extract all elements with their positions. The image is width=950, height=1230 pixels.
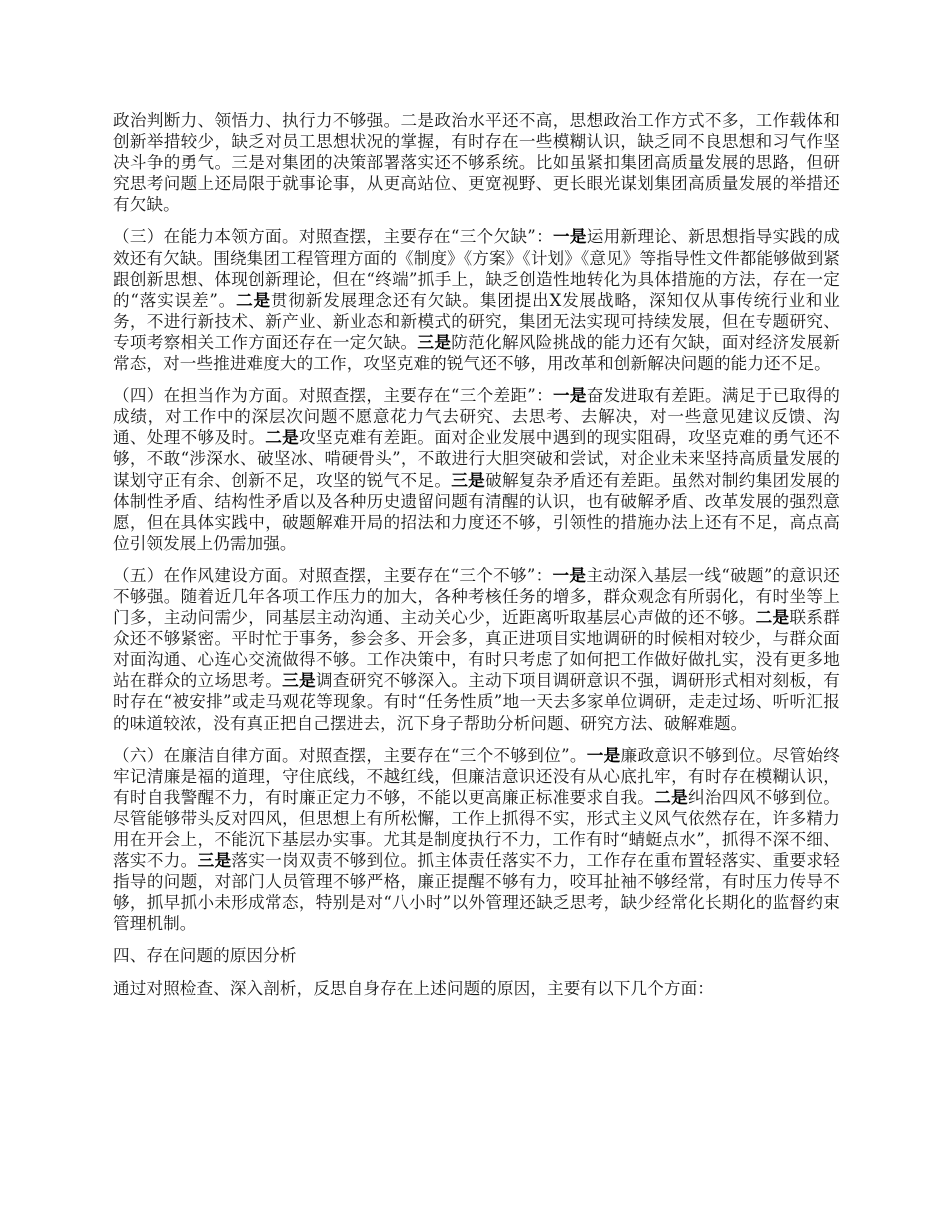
bold-marker: 一是 xyxy=(552,385,587,406)
text-segment: 联系群众还不够紧密。平时忙于事务，参会多、开会多，真正进项目实地调研的时候相对较少，与群众面对面沟通、心连心交流做得不够。工作决策中，有时只考虑了如何把工作做好做扎实，没有更多地站在群众的立场思考。 xyxy=(113,608,840,691)
paragraph-integrity xyxy=(113,745,840,935)
text-segment: （三）在能力本领方面。对照查摆，主要存在“三个欠缺”： xyxy=(113,227,553,247)
text-segment: 纠治四风不够到位。尽管能够带头反对四风，但思想上有所松懈，工作上抓得不实，形式主义风气依然存在，许多精力用在开会上，不能沉下基层办实事。尤其是制度执行不力，工作有时“蜻蜓点水”，抓得不深不细、落实不力。 xyxy=(113,787,841,871)
text-segment: 主动深入基层一线“破题”的意识还不够强。随着近几年各项工作压力的加大，各种考核任务的增多，群众观念有所弱化，有时坐等上门多，主动问需少，同基层主动沟通、主动关心少，近距离听取基层心声做的还不够。 xyxy=(113,565,840,628)
text-segment: （四）在担当作为方面。对照查摆，主要存在“三个差距”： xyxy=(113,386,553,406)
bold-marker: 三是 xyxy=(197,850,232,871)
bold-marker: 一是 xyxy=(552,564,587,585)
paragraph-work-style xyxy=(113,565,840,734)
text-segment: 奋发进取有差距。满足于已取得的成绩，对工作中的深层次问题不愿意花力气去研究、去思考、去解决，对一些意见建议反馈、沟通、处理不够及时。 xyxy=(113,386,840,448)
text-segment: 防范化解风险挑战的能力还有欠缺，面对经济发展新常态，对一些推进难度大的工作，攻坚克难的锐气还不够，用改革和创新解决问题的能力还不足。 xyxy=(113,332,840,374)
bold-marker: 二是 xyxy=(265,427,300,448)
text-segment: （六）在廉洁自律方面。对照查摆，主要存在“三个不够到位”。 xyxy=(113,745,587,765)
paragraph-responsibility xyxy=(113,385,840,554)
text-segment: 调查研究不够深入。主动下项目调研意识不强，调研形式相对刻板，有时存在“被安排”或走马观花等现象。有时“任务性质”地一天去多家单位调研，走走过场、听听汇报的味道较浓，没有真正把自己摆进去，沉下身子帮助分析问题、研究方法、破解难题。 xyxy=(113,671,840,733)
paragraph-ability xyxy=(113,226,840,374)
closing-paragraph: 通过对照检查、深入剖析，反思自身存在上述问题的原因，主要有以下几个方面： xyxy=(113,978,714,998)
document-page xyxy=(113,110,840,1010)
bold-marker: 三是 xyxy=(282,670,316,691)
bold-marker: 一是 xyxy=(552,226,587,247)
text-segment: 攻坚克难有差距。面对企业发展中遇到的现实阻碍，攻坚克难的勇气还不够，不敢“涉深水、破坚冰、啃硬骨头”，不敢进行大胆突破和尝试，对企业未来坚持高质量发展的谋划守正有余、创新不足，攻坚的锐气不足。 xyxy=(113,428,841,490)
bold-marker: 三是 xyxy=(451,469,486,490)
bold-marker: 三是 xyxy=(417,331,452,352)
text-segment: 运用新理论、新思想指导实践的成效还有欠缺。围绕集团工程管理方面的《制度》《方案》《计划》《意见》等指导性文件都能够做到紧跟创新思想、体现创新理论，但在“终端”抓手上，缺乏创造性地转化为具体措施的方法，存在一定的“落实误差”。 xyxy=(113,227,840,310)
bold-marker: 二是 xyxy=(654,786,689,807)
paragraph-political-continued xyxy=(113,110,840,215)
text-segment: 政治判断力、领悟力、执行力不够强。二是政治水平还不高，思想政治工作方式不多，工作载体和创新举措较少，缺乏对员工思想状况的掌握，有时存在一些模糊认识，缺乏同不良思想和习气作坚决斗争的勇气。三是对集团的决策部署落实还不够系统。比如虽紧扣集团高质量发展的思路，但研究思考问题上还局限于就事论事，从更高站位、更宽视野、更长眼光谋划集团高质量发展的举措还有欠缺。 xyxy=(113,111,840,215)
text-segment: 落实一岗双责不够到位。抓主体责任落实不力，工作存在重布置轻落实、重要求轻指导的问题，对部门人员管理不够严格，廉正提醒不够有力，咬耳扯袖不够经常，有时压力传导不够，抓早抓小未形成常态，特别是对“八小时”以外管理还缺乏思考，缺少经常化长期化的监督约束管理机制。 xyxy=(113,851,840,934)
bold-marker: 二是 xyxy=(236,289,271,310)
text-segment: 廉政意识不够到位。尽管始终牢记清廉是福的道理，守住底线，不越红线，但廉洁意识还没有从心底扎牢，有时存在模糊认识，有时自我警醒不力，有时廉正定力不够，不能以更高廉正标准要求自我。 xyxy=(113,745,840,807)
bold-marker: 二是 xyxy=(755,607,790,628)
section-heading: 四、存在问题的原因分析 xyxy=(113,946,297,966)
text-segment: 贯彻新发展理念还有欠缺。集团提出X发展战略，深知仅从事传统行业和业务，不进行新技术、新产业、新业态和新模式的研究，集团无法实现可持续发展，但在专题研究、专项考察相关工作方面还存在一定欠缺。 xyxy=(113,290,840,352)
text-segment: 破解复杂矛盾还有差距。虽然对制约集团发展的体制性矛盾、结构性矛盾以及各种历史遗留问题有清醒的认识，也有破解矛盾、改革发展的强烈意愿，但在具体实践中，破题解难开局的招法和力度还不够，引领性的措施办法上还有不足，高点高位引领发展上仍需加强。 xyxy=(113,470,840,553)
text-segment: （五）在作风建设方面。对照查摆，主要存在“三个不够”： xyxy=(113,565,553,585)
bold-marker: 一是 xyxy=(586,744,621,765)
